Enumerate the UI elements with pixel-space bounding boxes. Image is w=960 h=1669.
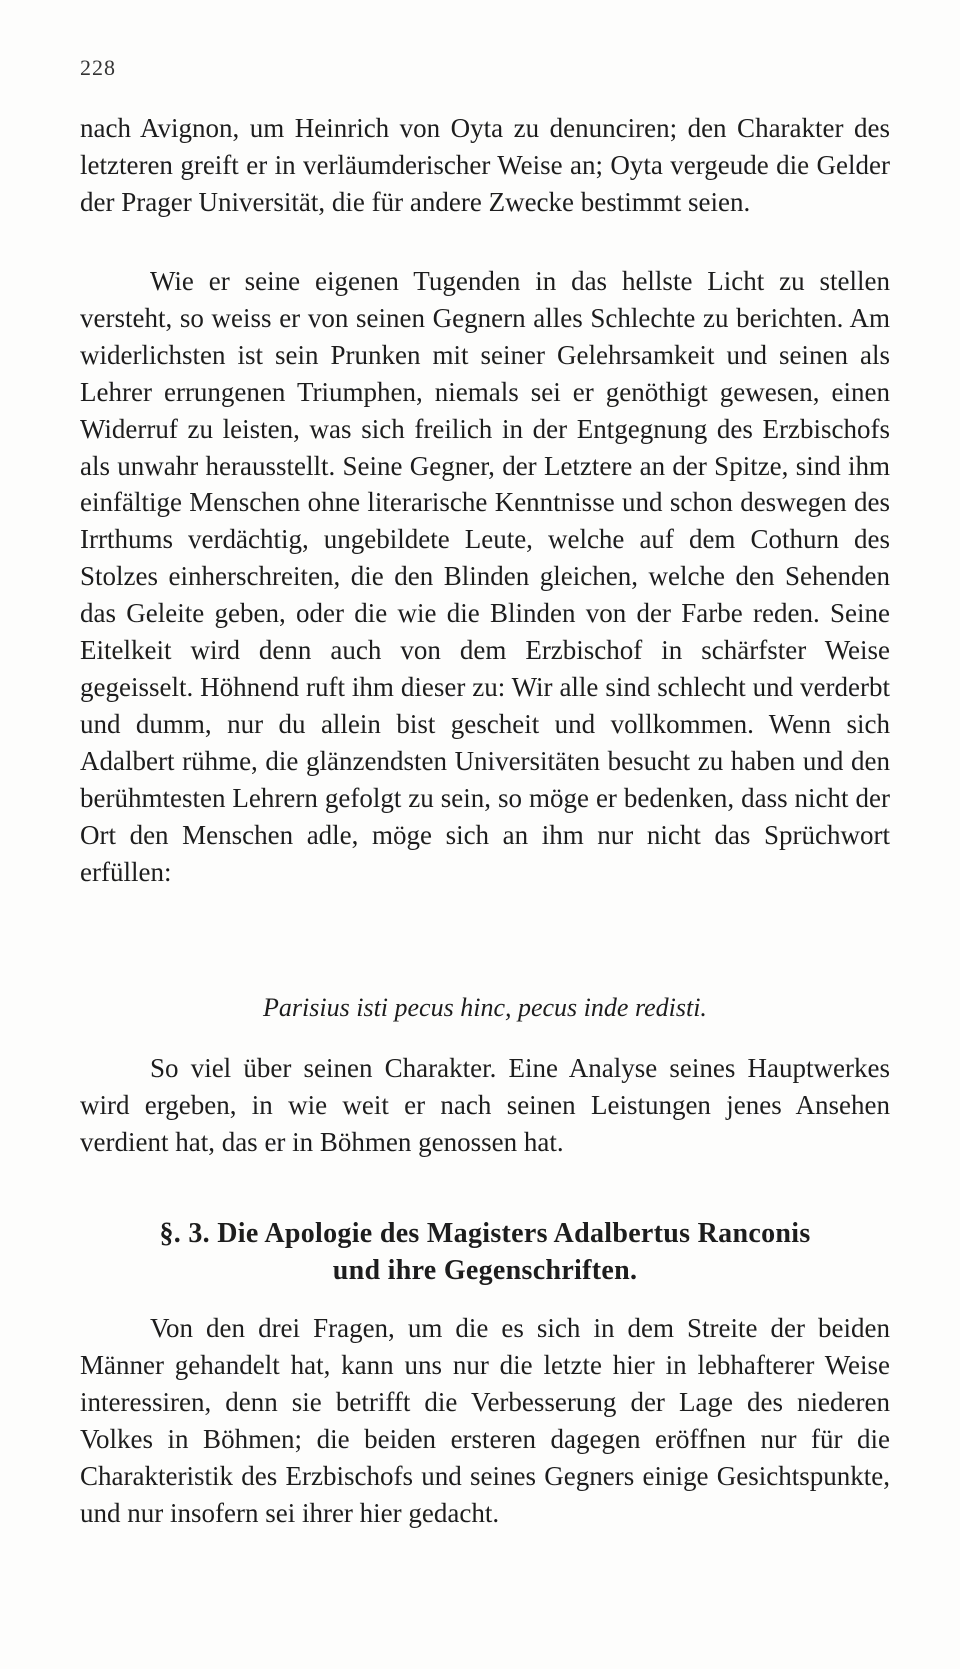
paragraph-character: Wie er seine eigenen Tugenden in das hellste Licht zu stellen versteht, so weiss er von seinen Gegnern alles Schlechte zu berichten. Am widerlichsten ist sein Prunken mit seiner Gelehrsamkeit und seinen als Lehrer errungenen Triumphen, niemals sei er genöthigt gewesen, einen Widerruf zu leisten, was sich freilich in der Entgegnung des Erzbischofs als unwahr herausstellt. Seine Gegner, der Letztere an der Spitze, sind ihm einfältige Menschen ohne literarische Kenntnisse und schon deswegen des Irrthums verdächtig, ungebildete Leute, welche auf dem Cothurn des Stolzes einherschreiten, die den Blinden gleichen, welche den Sehenden das Geleite geben, oder die wie die Blinden von der Farbe reden. Seine Eitelkeit wird denn auch von dem Erzbischof in schärfster Weise gegeisselt. Höhnend ruft ihm dieser zu: Wir alle sind schlecht und verderbt und dumm, nur du allein bist gescheit und vollkommen. Wenn sich Adalbert rühme, die glänzendsten Universitäten besucht zu haben und den berühmtesten Lehrern gefolgt zu sein, so möge er bedenken, dass nicht der Ort den Menschen adle, möge sich an ihm nur nicht das Sprüchwort erfüllen:: [80, 266, 890, 887]
paragraph-summary: So viel über seinen Charakter. Eine Analyse seines Hauptwerkes wird ergeben, in wie weit er nach seinen Leistungen jenes Ansehen verdient hat, das er in Böhmen genossen hat.: [80, 1053, 890, 1157]
paragraph-section-intro: Von den drei Fragen, um die es sich in dem Streite der beiden Männer gehandelt hat, kann uns nur die letzte hier in lebhafterer Weise interessiren, denn sie betrifft die Verbesserung der Lage des niederen Volkes in Böhmen; die beiden ersteren dagegen eröffnen nur für die Charakteristik des Erzbischofs und seines Gegners einige Gesichtspunkte, und nur insofern sei ihrer hier gedacht.: [80, 1313, 890, 1528]
section-heading-line-1: §. 3. Die Apologie des Magisters Adalbertus Ranconis: [159, 1218, 811, 1249]
paragraph-continuation: nach Avignon, um Heinrich von Oyta zu denunciren; den Charakter des letzteren greift er in verläumderischer Weise an; Oyta vergeude die Gelder der Prager Universität, die für andere Zwecke bestimmt seien.: [80, 113, 890, 217]
latin-proverb-quote: Parisius isti pecus hinc, pecus inde redisti.: [263, 993, 707, 1022]
section-heading: [80, 1215, 890, 1289]
section-heading-line-2: und ihre Gegenschriften.: [332, 1255, 638, 1286]
page-number: 228: [80, 55, 116, 80]
